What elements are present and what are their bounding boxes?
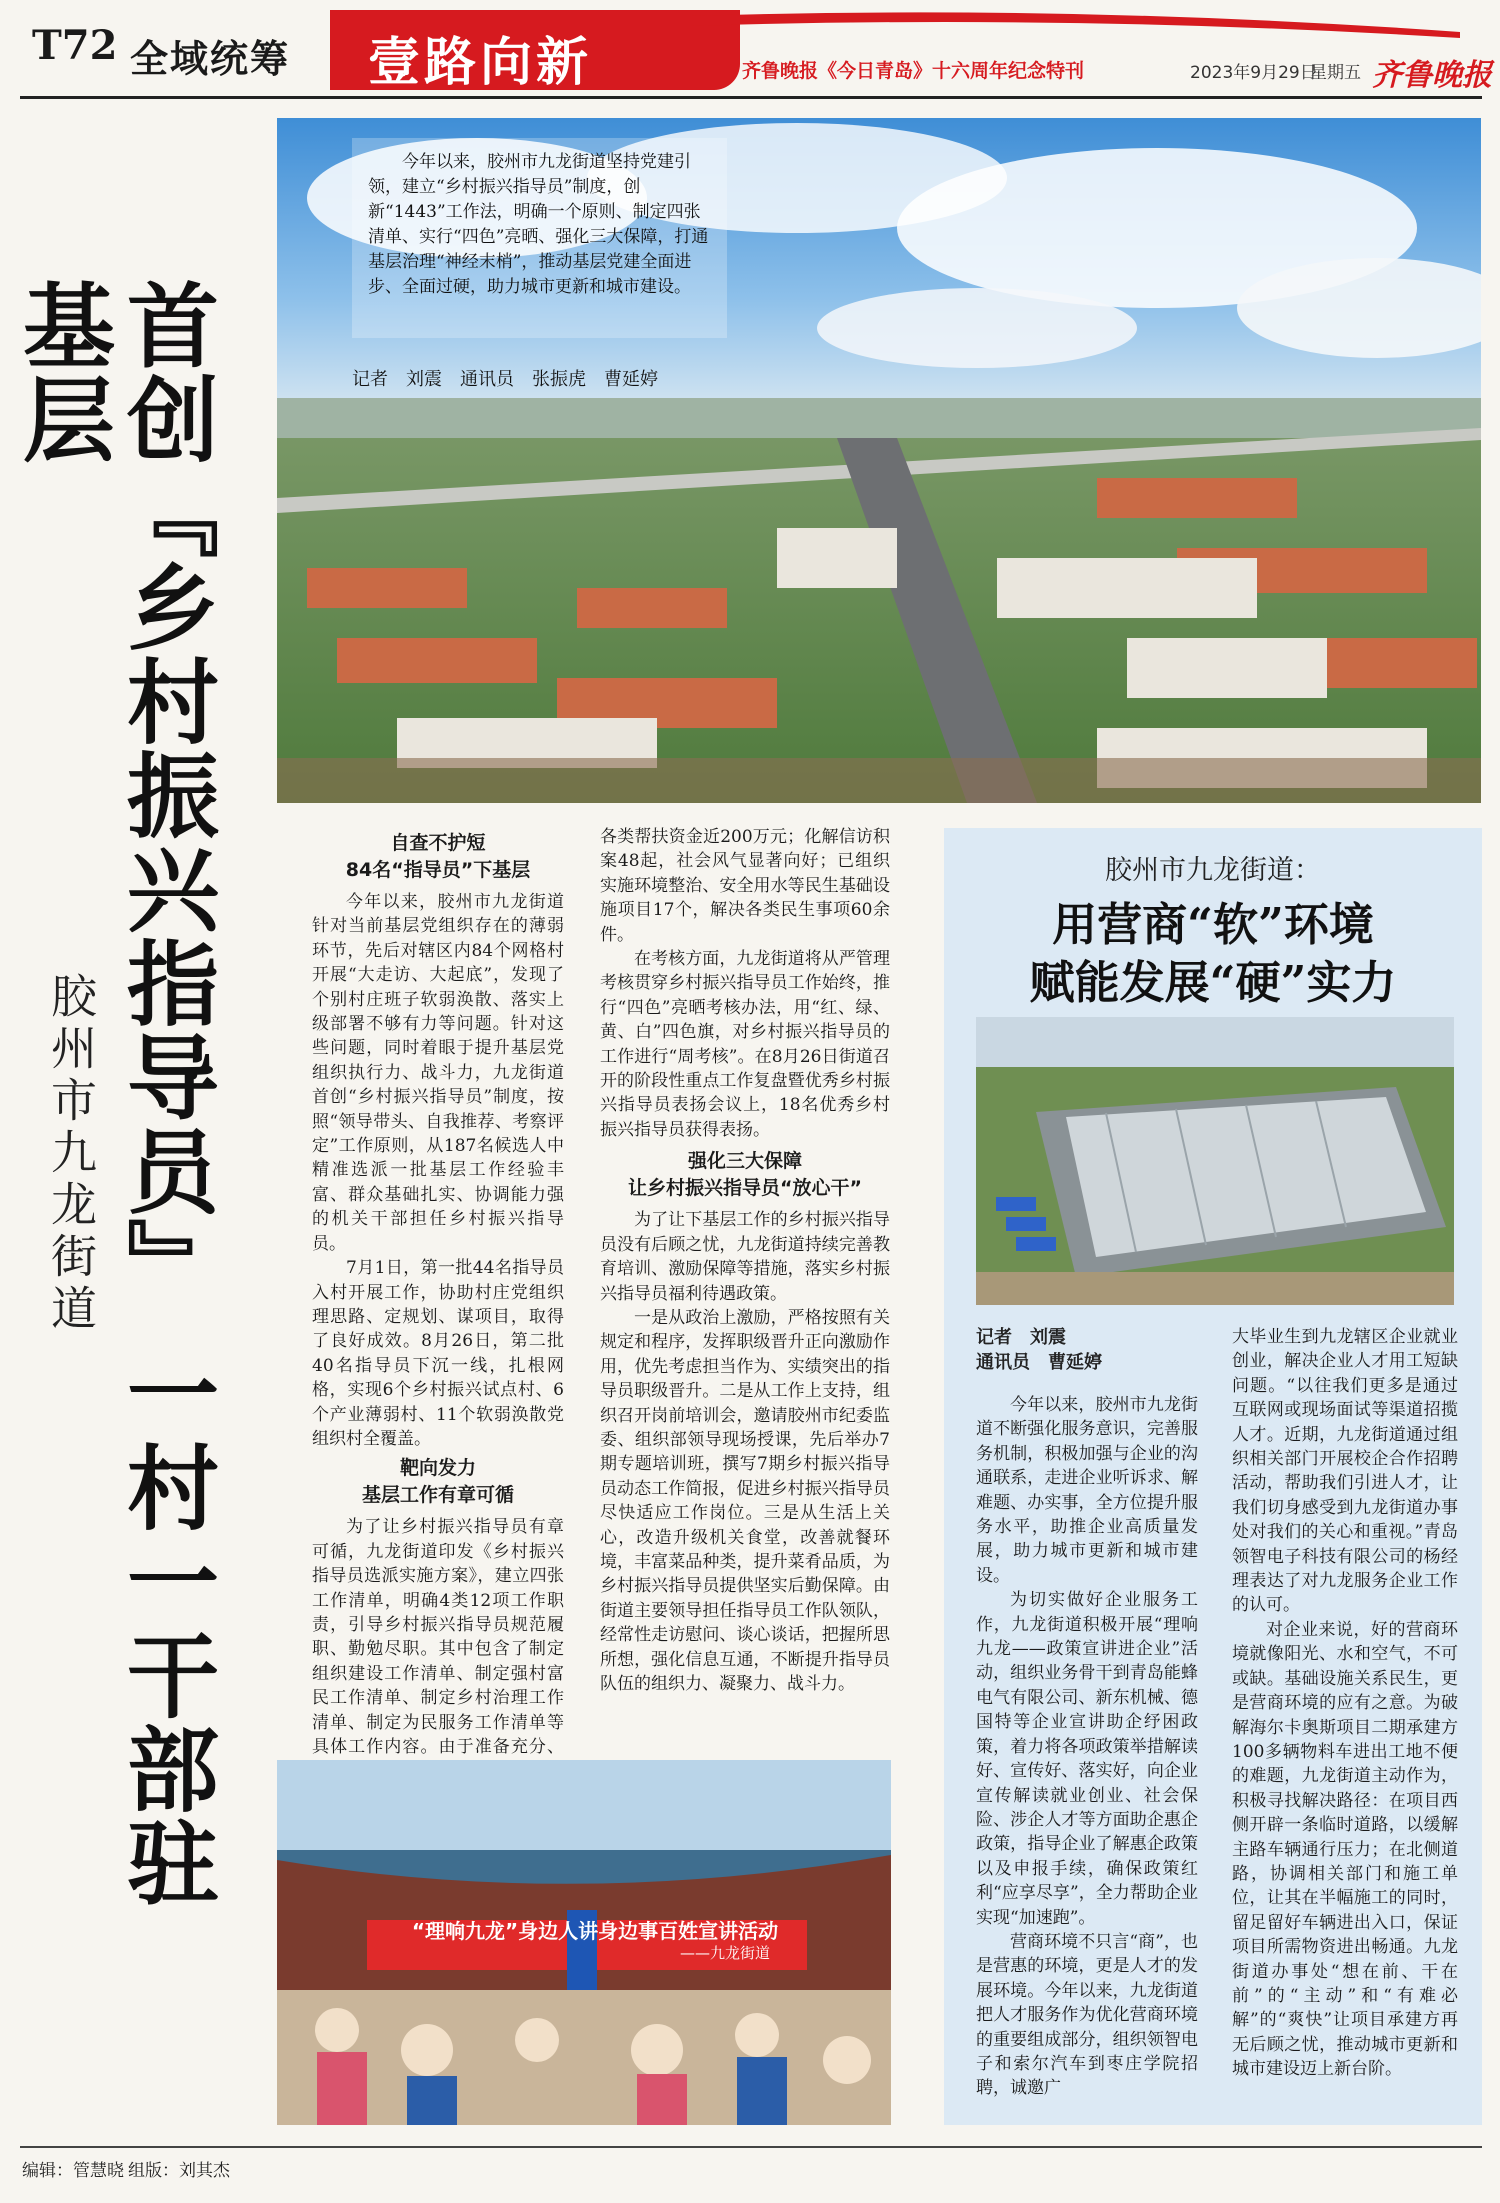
article-byline: 记者 刘震 通讯员 张振虎 曹延婷 bbox=[352, 369, 658, 390]
section-name: 全域统筹 bbox=[130, 36, 291, 81]
issue-weekday: 星期五 bbox=[1310, 63, 1361, 83]
paragraph: 各类帮扶资金近200万元；化解信访积案48起，社会风气显著向好；已组织实施环境整治、安全用水等民生基础设施项目17个，解决各类民生事项60余件。 bbox=[600, 827, 890, 945]
paragraph: 大毕业生到九龙辖区企业就业创业，解决企业人才用工短缺问题。“以往我们更多是通过互联网或现场面试等渠道招揽人才。近期，九龙街道通过组织相关部门开展校企合作招聘活动，帮助我们引进人才，让我们切身感受到九龙街道办事处对我们的关心和重视。”青岛领智电子科技有限公司的杨经理表达了对九龙服务企业工作的认可。 bbox=[1232, 1327, 1458, 1616]
sidebar-column-right bbox=[1232, 1325, 1458, 2082]
paragraph: 今年以来，胶州市九龙街道针对当前基层党组织存在的薄弱环节，先后对辖区内84个网格村开展“大走访、大起底”，发现了个别村庄班子软弱涣散、落实上级部署不够有力等问题。针对这些问题，同时着眼于提升基层党组织执行力、战斗力，九龙街道首创“乡村振兴指导员”制度，按照“领导带头、自我推荐、考察评定”工作原则，从187名候选人中精准选派一批基层工作经验丰富、群众基础扎实、协调能力强的机关干部担任乡村振兴指导员。 bbox=[312, 892, 564, 1254]
paragraph: 今年以来，胶州市九龙街道不断强化服务意识，完善服务机制，积极加强与企业的沟通联系，走进企业听诉求、解难题、办实事，全方位提升服务水平，助推企业高质量发展，助力城市更新和城市建设。 bbox=[976, 1395, 1198, 1586]
sidebar-byline-reporter: 记者 刘震 bbox=[976, 1327, 1066, 1348]
subheading-3-line2: 让乡村振兴指导员“放心干” bbox=[628, 1177, 862, 1200]
paragraph: 为切实做好企业服务工作，九龙街道积极开展“理响九龙——政策宣讲进企业”活动，组织业务骨干到青岛能蜂电气有限公司、新东机械、德国特等企业宣讲助企纾困政策，着力将各项政策举措解读好、宣传好、落实好，向企业宣传解读就业创业、社会保险、涉企人才等方面助企惠企政策，指导企业了解惠企政策以及申报手续，确保政策红利“应享尽享”，全力帮助企业实现“加速跑”。 bbox=[976, 1590, 1198, 1928]
footer-rule bbox=[20, 2146, 1482, 2148]
paragraph: 为了让下基层工作的乡村振兴指导员没有后顾之忧，九龙街道持续完善教育培训、激励保障等措施，落实乡村振兴指导员福利待遇政策。 bbox=[600, 1210, 890, 1304]
paragraph: 营商环境不只言“商”，也是营惠的环境，更是人才的发展环境。今年以来，九龙街道把人才服务作为优化营商环境的重要组成部分，组织领智电子和索尔汽车到枣庄学院招聘，诚邀广 bbox=[976, 1931, 1198, 2099]
headline-subhead: 胶州市九龙街道 bbox=[44, 972, 98, 1336]
paragraph: 对企业来说，好的营商环境就像阳光、水和空气，不可或缺。基础设施关系民生，更是营商环境的应有之意。为破解海尔卡奥斯项目二期承建方100多辆物料车进出工地不便的难题，九龙街道主动作为，积极寻找解决路径：在项目西侧开辟一条临时道路，以缓解主路车辆通行压力；在北侧道路，协调相关部门和施工单位，让其在半幅施工的同时，留足留好车辆进出入口，保证项目所需物资进出畅通。九龙街道办事处“想在前、干在前”的“主动”和“有难必解”的“爽快”让项目承建方再无后顾之忧，推动城市更新和城市建设迈上新台阶。 bbox=[1232, 1619, 1458, 2080]
article-column-1 bbox=[312, 830, 564, 1881]
header-rule bbox=[20, 96, 1482, 99]
sidebar-column-left bbox=[976, 1393, 1198, 2101]
subheading-1-line2: 84名“指导员”下基层 bbox=[345, 859, 531, 881]
sidebar-title-line1: 用营商“软”环境 bbox=[1052, 898, 1374, 951]
footer-layout: 组版：刘其杰 bbox=[128, 2161, 230, 2181]
subheading-3-line1: 强化三大保障 bbox=[687, 1150, 802, 1173]
event-banner-org: ——九龙街道 bbox=[680, 1944, 771, 1962]
main-headline: 首创『乡村振兴指导员』 一村一干部驻基层 bbox=[8, 278, 220, 1911]
sidebar-byline bbox=[976, 1325, 1102, 1375]
subheading-2-line2: 基层工作有章可循 bbox=[361, 1484, 514, 1507]
factory-construction-photo bbox=[976, 1017, 1454, 1305]
page-number: T72 bbox=[32, 22, 118, 69]
header-swoosh-decoration bbox=[690, 8, 1460, 46]
sidebar-byline-correspondent: 通讯员 曹延婷 bbox=[976, 1352, 1102, 1373]
subheading-1-line1: 自查不护短 bbox=[390, 832, 486, 854]
article-column-2 bbox=[600, 825, 890, 1696]
issue-date: 2023年9月29日 bbox=[1190, 63, 1317, 83]
sidebar-title-line2: 赋能发展“硬”实力 bbox=[1029, 956, 1397, 1009]
article-lead: 今年以来，胶州市九龙街道坚持党建引领，建立“乡村振兴指导员”制度，创新“1443”工作法，明确一个原则、制定四张清单、实行“四色”亮晒、强化三大保障，打通基层治理“神经末梢”，推动基层党建全面进步、全面过硬，助力城市更新和城市建设。 bbox=[352, 138, 727, 338]
paragraph: 一是从政治上激励，严格按照有关规定和程序，发挥职级晋升正向激励作用，优先考虑担当作为、实绩突出的指导员职级晋升。二是从工作上支持，组织召开岗前培训会，邀请胶州市纪委监委、组织部领导现场授课，先后举办7期专题培训班，撰写7期乡村振兴指导员动态工作简报，促进乡村振兴指导员尽快适应工作岗位。三是从生活上关心，改造升级机关食堂，改善就餐环境，丰富菜品种类，提升菜肴品质，为乡村振兴指导员提供坚实后勤保障。由街道主要领导担任指导员工作队领队，经常性走访慰问、谈心谈话，把握所思所想，强化信息互通，不断提升指导员队伍的组织力、凝聚力、战斗力。 bbox=[600, 1307, 890, 1694]
paragraph: 为了让乡村振兴指导员有章可循，九龙街道印发《乡村振兴指导员选派实施方案》，建立四张工作清单，明确4类12项工作职责，引导乡村振兴指导员规范履职、勤勉尽职。其中包含了制定组织建设工作清单、制定强村富民工作清单、制定乡村治理工作清单、制定为民服务工作清单等具体工作内容。由于准备充分、 bbox=[312, 1517, 564, 1757]
paragraph: 7月1日，第一批44名指导员入村开展工作，协助村庄党组织理思路、定规划、谋项目，取得了良好成效。8月26日，第二批40名指导员下沉一线，扎根网格，实现6个乡村振兴试点村、6个产业薄弱村、11个软弱涣散党组织村全覆盖。 bbox=[312, 1258, 564, 1449]
paragraph: 在考核方面，九龙街道将从严管理考核贯穿乡村振兴指导员工作始终，推行“四色”亮晒考核办法，用“红、绿、黄、白”四色旗，对乡村振兴指导员的工作进行“周考核”。在8月26日街道召开的阶段性重点工作复盘暨优秀乡村振兴指导员表扬会议上，18名优秀乡村振兴指导员获得表扬。 bbox=[600, 949, 890, 1140]
paper-logo: 齐鲁晚报 bbox=[1372, 58, 1492, 93]
banner-title: 壹路向新 bbox=[368, 33, 593, 93]
subheading-2-line1: 靶向发力 bbox=[399, 1457, 476, 1480]
special-issue-label: 齐鲁晚报《今日青岛》十六周年纪念特刊 bbox=[742, 60, 1085, 82]
event-banner-text: “理响九龙”身边人讲身边事百姓宣讲活动 bbox=[411, 1919, 779, 1943]
footer-editor: 编辑：管慧晓 bbox=[22, 2161, 124, 2181]
sidebar-kicker: 胶州市九龙街道： bbox=[1105, 855, 1321, 886]
